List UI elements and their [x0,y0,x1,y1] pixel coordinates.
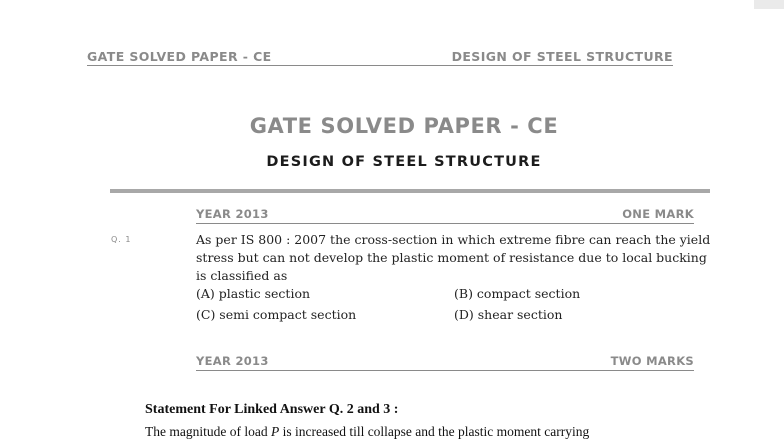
statement-text: The magnitude of load [145,424,271,439]
section-header-two-marks [196,354,694,371]
statement-text: is increased till collapse and the plastic moment carrying [279,424,590,439]
question-text-line: As per IS 800 : 2007 the cross-section in which extreme fibre can reach the yield [196,232,711,247]
page-edge-shade [754,0,784,9]
option-a: (A) plastic section [196,286,311,301]
section-marks: ONE MARK [622,207,694,221]
option-b: (B) compact section [454,286,581,301]
linked-answer-statement [145,424,589,440]
option-d: (D) shear section [454,307,563,322]
option-c: (C) semi compact section [196,307,357,322]
section-header-one-mark [196,207,694,224]
linked-answer-heading: Statement For Linked Answer Q. 2 and 3 : [145,402,399,417]
page-title: GATE SOLVED PAPER - CE [249,114,559,138]
question-text-line: is classified as [196,268,288,283]
page-subtitle: DESIGN OF STEEL STRUCTURE [266,154,542,170]
load-variable: P [270,424,280,439]
section-year: YEAR 2013 [196,354,269,368]
title-divider [110,189,710,193]
section-marks: TWO MARKS [610,354,694,368]
question-number: Q. 1 [111,235,132,244]
question-text-line: stress but can not develop the plastic moment of resistance due to local bucking [196,250,707,265]
section-year: YEAR 2013 [196,207,269,221]
running-header-left: GATE SOLVED PAPER - CE [87,49,387,66]
running-header-right: DESIGN OF STEEL STRUCTURE [387,49,673,66]
